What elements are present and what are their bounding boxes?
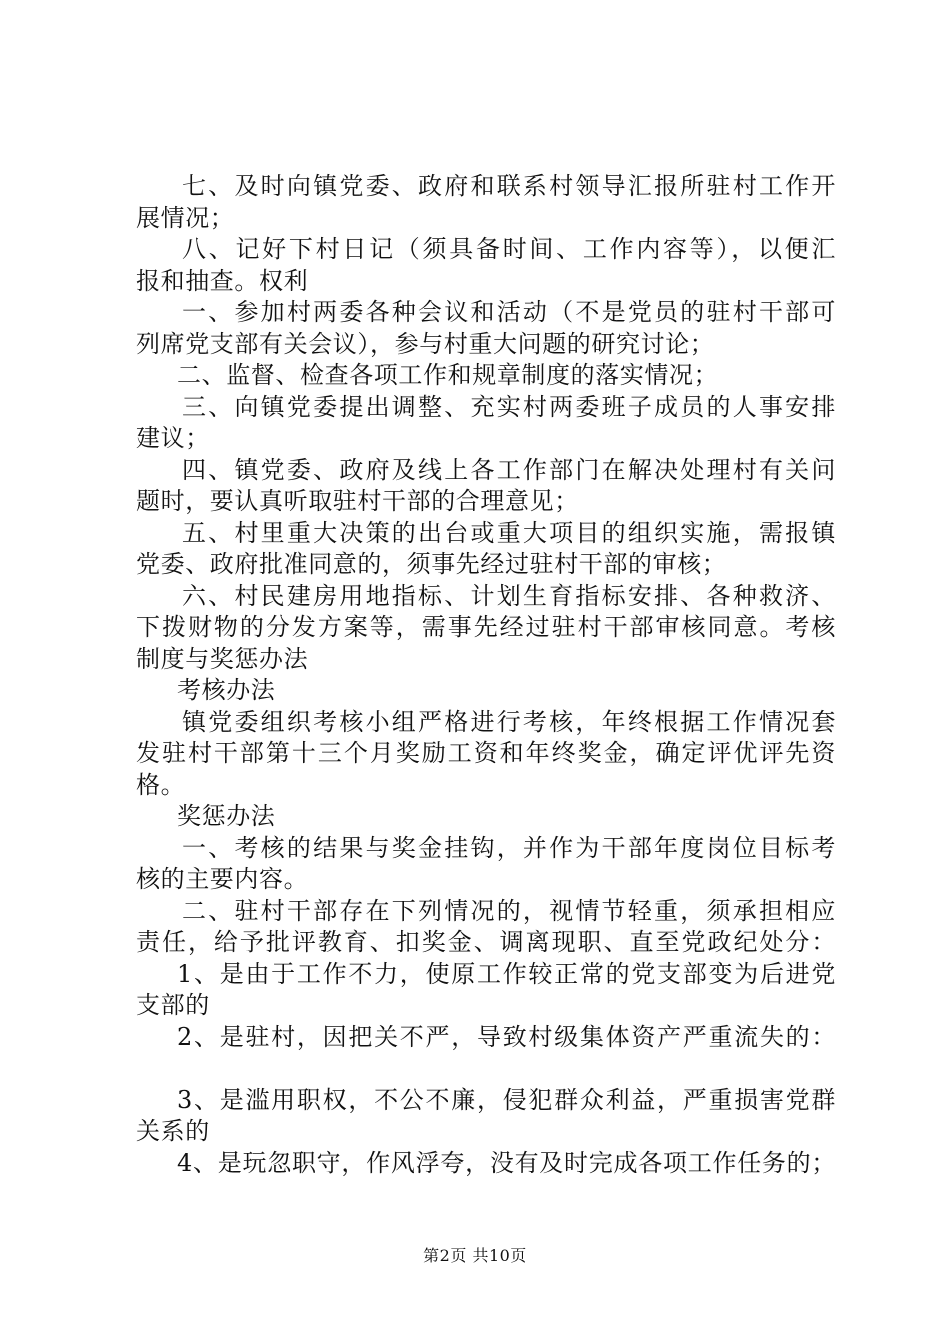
paragraph-line: 关系的 [136, 1117, 210, 1145]
paragraph-line: 镇党委组织考核小组严格进行考核，年终根据工作情况套 [182, 707, 836, 736]
paragraph-line: 三、向镇党委提出调整、充实村两委班子成员的人事安排 [182, 392, 836, 421]
paragraph-line: 七、及时向镇党委、政府和联系村领导汇报所驻村工作开 [182, 172, 836, 200]
paragraph-line: 一、考核的结果与奖金挂钩，并作为干部年度岗位目标考 [182, 833, 836, 862]
section-heading: 奖惩办法 [177, 802, 276, 830]
paragraph-line: 题时，要认真听取驻村干部的合理意见； [136, 487, 579, 515]
paragraph-line: 发驻村干部第十三个月奖励工资和年终奖金，确定评优评先资 [136, 739, 836, 767]
page-number-footer: 第2页 共10页 [423, 1246, 527, 1265]
paragraph-line: 责任，给予批评教育、扣奖金、调离现职、直至党政纪处分： [136, 928, 836, 956]
paragraph-line: 1、是由于工作不力，使原工作较正常的党支部变为后进党 [177, 959, 836, 988]
paragraph-line: 四、镇党委、政府及线上各工作部门在解决处理村有关问 [182, 455, 836, 484]
paragraph-line: 格。 [136, 770, 186, 799]
paragraph-line: 列席党支部有关会议），参与村重大问题的研究讨论； [136, 329, 715, 358]
paragraph-line: 八、记好下村日记（须具备时间、工作内容等），以便汇 [182, 235, 836, 263]
section-heading: 考核办法 [177, 676, 276, 704]
paragraph-line: 报和抽查。权利 [136, 266, 309, 295]
paragraph-line: 核的主要内容。 [136, 865, 309, 893]
paragraph-line: 二、监督、检查各项工作和规章制度的落实情况； [177, 361, 719, 389]
paragraph-line: 4、是玩忽职守，作风浮夸，没有及时完成各项工作任务的； [177, 1148, 836, 1177]
paragraph-line: 2、是驻村，因把关不严，导致村级集体资产严重流失的： [177, 1022, 836, 1051]
paragraph-line: 五、村里重大决策的出台或重大项目的组织实施，需报镇 [182, 518, 836, 547]
paragraph-line: 支部的 [136, 991, 210, 1019]
paragraph-line: 二、驻村干部存在下列情况的，视情节轻重，须承担相应 [182, 896, 836, 925]
paragraph-line: 党委、政府批准同意的，须事先经过驻村干部的审核； [136, 550, 727, 578]
paragraph-line: 一、参加村两委各种会议和活动（不是党员的驻村干部可 [182, 298, 836, 326]
paragraph-line: 六、村民建房用地指标、计划生育指标安排、各种救济、 [182, 581, 836, 610]
paragraph-line: 建议； [136, 424, 210, 452]
paragraph-line: 3、是滥用职权，不公不廉，侵犯群众利益，严重损害党群 [177, 1085, 836, 1114]
paragraph-line: 下拨财物的分发方案等，需事先经过驻村干部审核同意。考核 [136, 613, 836, 641]
document-body [136, 171, 836, 1179]
blank-line [136, 1053, 836, 1085]
paragraph-line: 制度与奖惩办法 [136, 644, 309, 673]
paragraph-line: 展情况； [136, 203, 235, 232]
